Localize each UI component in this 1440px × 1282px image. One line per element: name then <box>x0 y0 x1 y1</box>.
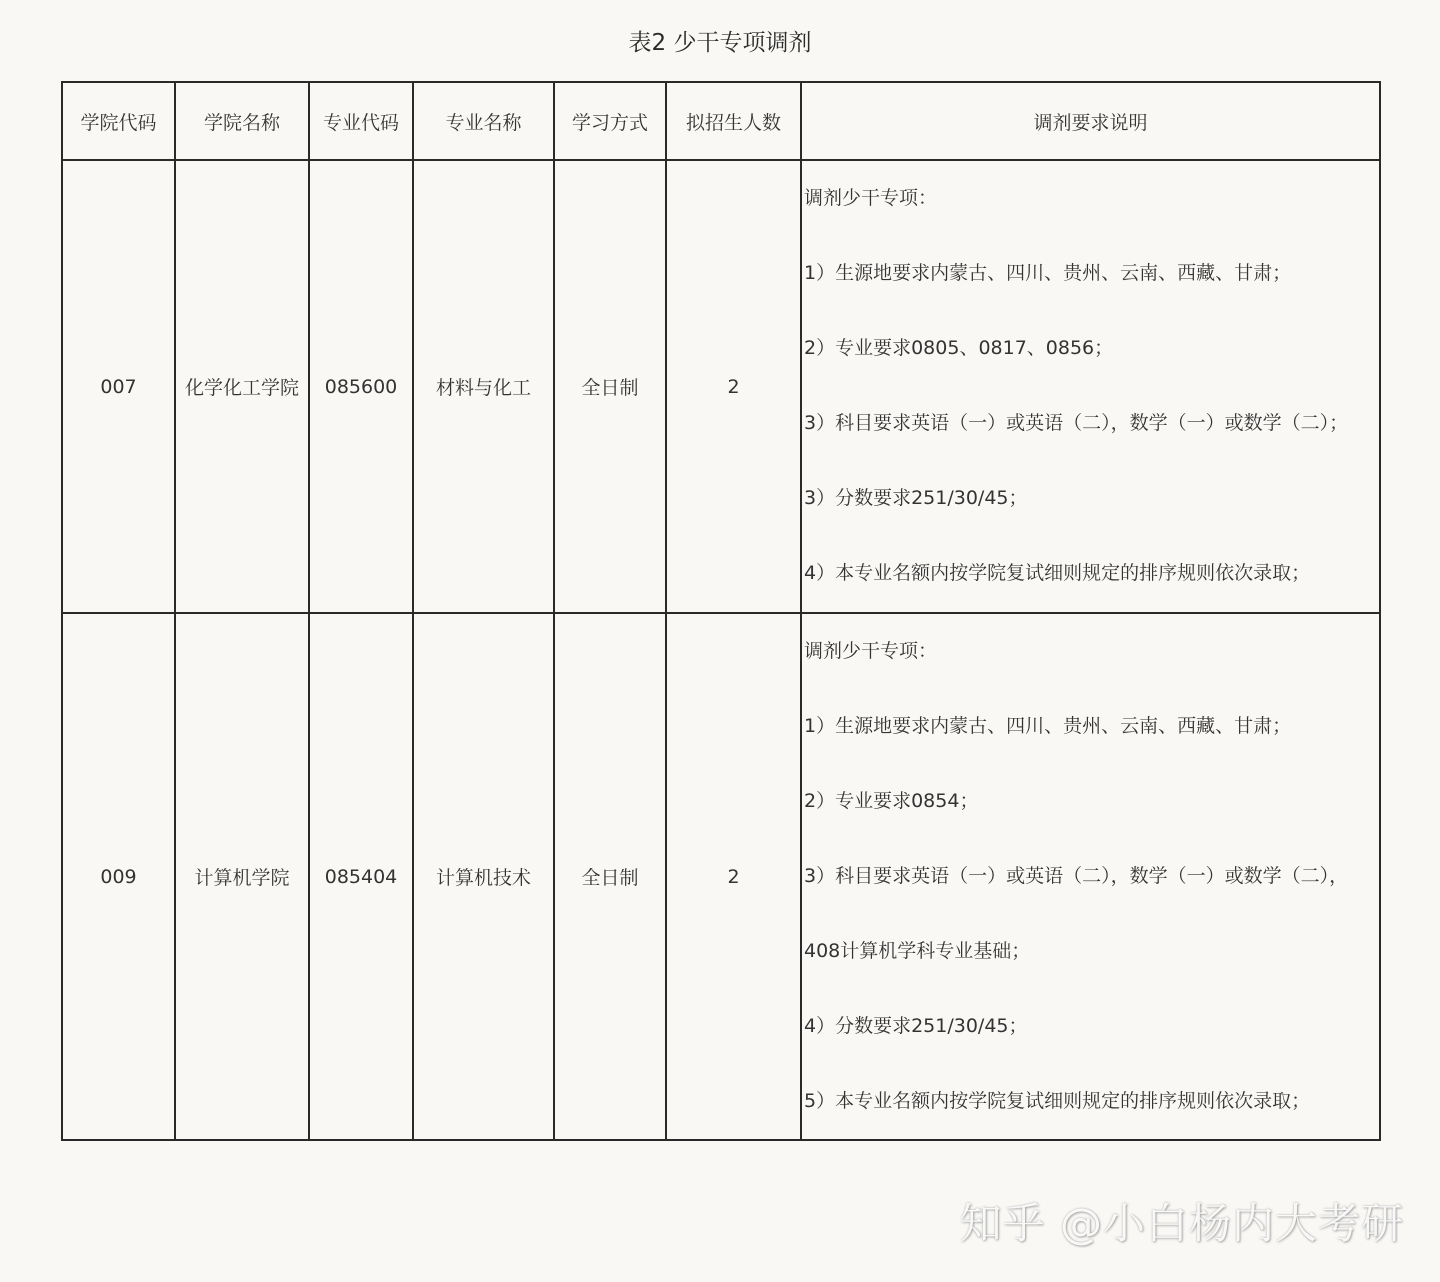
cell-major-code: 085600 <box>309 160 413 613</box>
note-line: 2）专业要求0805、0817、0856； <box>804 337 1114 359</box>
note-line: 3）科目要求英语（一）或英语（二），数学（一）或数学（二）， <box>804 865 1349 887</box>
note-line: 4）分数要求251/30/45； <box>804 1015 1028 1037</box>
note-line: 5）本专业名额内按学院复试细则规定的排序规则依次录取； <box>804 1090 1311 1112</box>
note-line: 1）生源地要求内蒙古、四川、贵州、云南、西藏、甘肃； <box>804 262 1292 284</box>
cell-college-code: 007 <box>62 160 175 613</box>
cell-notes <box>801 613 1380 1140</box>
cell-notes <box>801 160 1380 613</box>
transfer-table <box>61 81 1381 1141</box>
header-notes: 调剂要求说明 <box>801 82 1380 160</box>
table-header-row <box>62 82 1380 160</box>
cell-college-name: 化学化工学院 <box>175 160 309 613</box>
cell-major-name: 材料与化工 <box>413 160 554 613</box>
note-line: 3）科目要求英语（一）或英语（二），数学（一）或数学（二）； <box>804 412 1349 434</box>
note-line: 调剂少干专项： <box>804 640 938 662</box>
header-college-code: 学院代码 <box>62 82 175 160</box>
cell-college-code: 009 <box>62 613 175 1140</box>
note-line: 4）本专业名额内按学院复试细则规定的排序规则依次录取； <box>804 562 1311 584</box>
cell-quota: 2 <box>666 160 801 613</box>
header-major-code: 专业代码 <box>309 82 413 160</box>
header-quota: 拟招生人数 <box>666 82 801 160</box>
header-major-name: 专业名称 <box>413 82 554 160</box>
table-row <box>62 613 1380 1140</box>
cell-quota: 2 <box>666 613 801 1140</box>
table-row <box>62 160 1380 613</box>
cell-major-code: 085404 <box>309 613 413 1140</box>
note-line: 调剂少干专项： <box>804 187 938 209</box>
note-line: 3）分数要求251/30/45； <box>804 487 1028 509</box>
page-title: 表2 少干专项调剂 <box>628 30 812 56</box>
cell-major-name: 计算机技术 <box>413 613 554 1140</box>
note-line: 1）生源地要求内蒙古、四川、贵州、云南、西藏、甘肃； <box>804 715 1292 737</box>
cell-study-mode: 全日制 <box>554 160 666 613</box>
cell-college-name: 计算机学院 <box>175 613 309 1140</box>
header-study-mode: 学习方式 <box>554 82 666 160</box>
note-line: 408计算机学科专业基础； <box>804 940 1031 962</box>
header-college-name: 学院名称 <box>175 82 309 160</box>
cell-study-mode: 全日制 <box>554 613 666 1140</box>
zhihu-watermark: 知乎 @小白杨内大考研 <box>959 1199 1404 1248</box>
note-line: 2）专业要求0854； <box>804 790 979 812</box>
